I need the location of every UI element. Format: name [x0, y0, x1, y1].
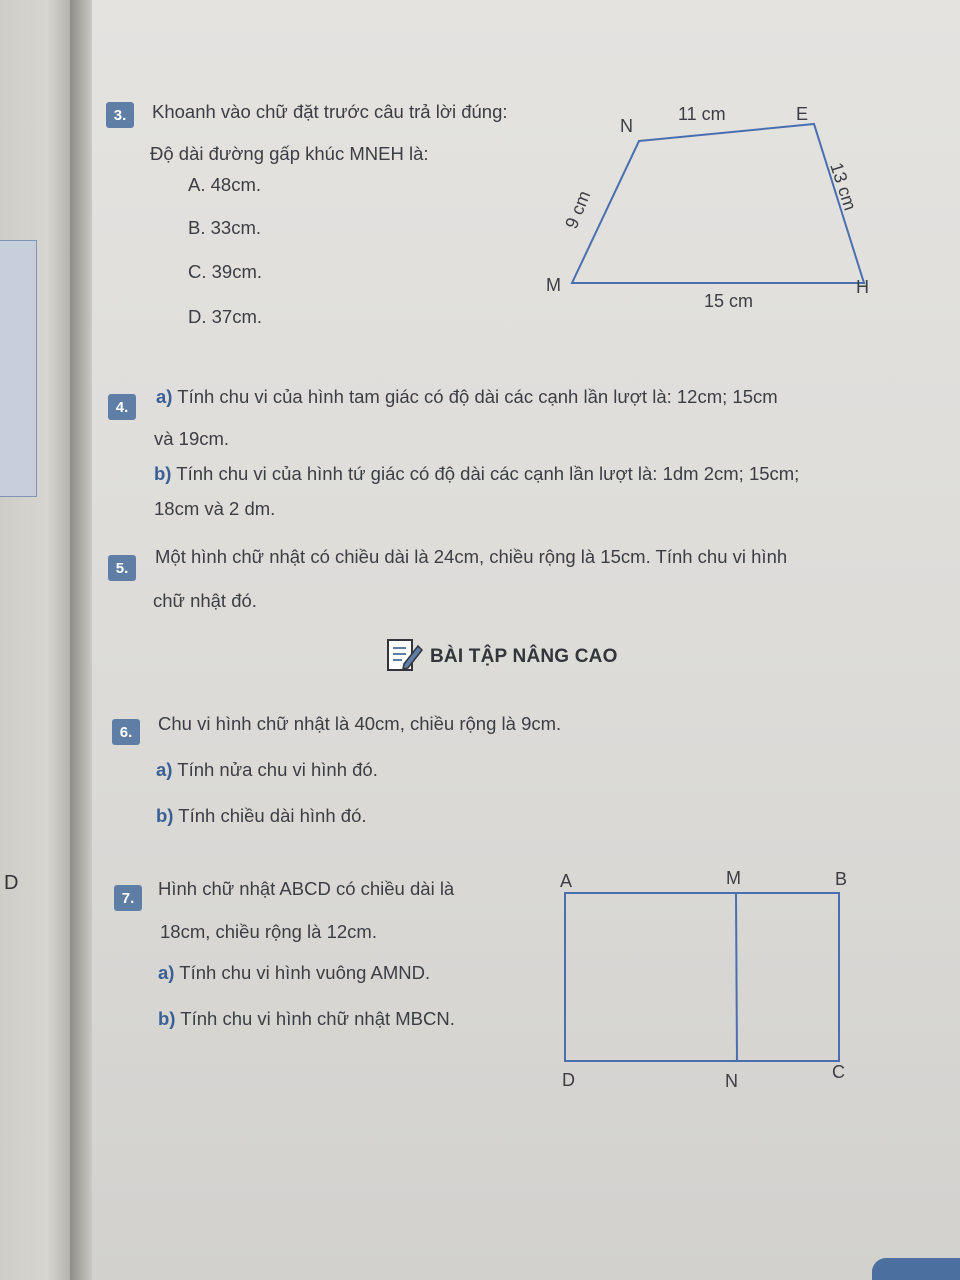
q6-number: 6.	[112, 719, 140, 745]
q4-part-a-line1	[156, 386, 778, 408]
q6-a-text: Tính nửa chu vi hình đó.	[177, 759, 378, 780]
vertex-d: D	[562, 1070, 575, 1090]
q3-number: 3.	[106, 102, 134, 128]
q7-a-text: Tính chu vi hình vuông AMND.	[179, 962, 431, 983]
vertex-e: E	[796, 104, 809, 124]
rectangle-abcd-figure	[547, 862, 867, 1098]
q7-part-b	[158, 1008, 455, 1030]
q7-line1: Hình chữ nhật ABCD có chiều dài là	[158, 878, 455, 899]
length-mn: 9 cm	[561, 187, 595, 232]
q6-b-label: b)	[156, 805, 174, 826]
q3-question: Độ dài đường gấp khúc MNEH là:	[150, 143, 429, 164]
q7-line2: 18cm, chiều rộng là 12cm.	[160, 921, 377, 942]
q4-number: 4.	[108, 394, 136, 420]
q3-option-c: C. 39cm.	[188, 261, 263, 282]
q6-part-a	[156, 759, 378, 781]
q3-option-a: A. 48cm.	[188, 174, 261, 195]
q6-a-label: a)	[156, 759, 173, 780]
vertex-a: A	[560, 871, 573, 891]
q7-b-label: b)	[158, 1008, 176, 1029]
length-ne: 11 cm	[678, 104, 726, 124]
q5-line1: Một hình chữ nhật có chiều dài là 24cm, chiều rộng là 15cm. Tính chu vi hình	[155, 546, 788, 567]
page-number-badge	[872, 1258, 960, 1280]
q6-b-text: Tính chiều dài hình đó.	[178, 805, 367, 826]
vertex-b: B	[835, 869, 848, 889]
q4-a-text: Tính chu vi của hình tam giác có độ dài các cạnh lần lượt là: 12cm; 15cm	[177, 386, 778, 407]
q7-a-label: a)	[158, 962, 175, 983]
vertex-n: N	[620, 116, 633, 136]
q4-part-a-line2: và 19cm.	[154, 428, 230, 449]
q6-part-b	[156, 805, 367, 827]
vertex-h: H	[856, 277, 869, 297]
segment-mn	[736, 893, 737, 1061]
trapezoid-figure	[532, 95, 892, 320]
trapezoid-shape	[572, 124, 864, 283]
previous-page	[0, 0, 78, 1280]
q4-part-b-line1	[154, 463, 799, 485]
q5-line2: chữ nhật đó.	[153, 590, 257, 611]
vertex-n: N	[725, 1071, 738, 1091]
previous-page-tab	[0, 240, 37, 497]
advanced-exercises-heading	[384, 634, 618, 679]
workbook-page	[92, 0, 960, 1280]
previous-page-letter: D	[4, 872, 19, 894]
length-eh: 13 cm	[826, 160, 861, 213]
q4-part-b-line2: 18cm và 2 dm.	[154, 498, 276, 519]
q6-text: Chu vi hình chữ nhật là 40cm, chiều rộng là 9cm.	[158, 713, 562, 734]
q3-option-b: B. 33cm.	[188, 217, 261, 238]
vertex-m: M	[726, 868, 741, 888]
vertex-c: C	[832, 1062, 845, 1082]
pencil-notebook-icon	[384, 634, 424, 679]
q7-number: 7.	[114, 885, 142, 911]
q5-number: 5.	[108, 555, 136, 581]
length-mh: 15 cm	[704, 291, 754, 311]
q4-a-label: a)	[156, 386, 173, 407]
rectangle-abcd-shape	[565, 893, 839, 1061]
section-title: BÀI TẬP NÂNG CAO	[430, 645, 618, 667]
q3-prompt: Khoanh vào chữ đặt trước câu trả lời đúng:	[152, 101, 508, 122]
q4-b-text: Tính chu vi của hình tứ giác có độ dài các cạnh lần lượt là: 1dm 2cm; 15cm;	[176, 463, 800, 484]
q3-option-d: D. 37cm.	[188, 306, 263, 327]
q7-part-a	[158, 962, 430, 984]
q4-b-label: b)	[154, 463, 172, 484]
q7-b-text: Tính chu vi hình chữ nhật MBCN.	[180, 1008, 455, 1029]
vertex-m: M	[546, 275, 561, 295]
